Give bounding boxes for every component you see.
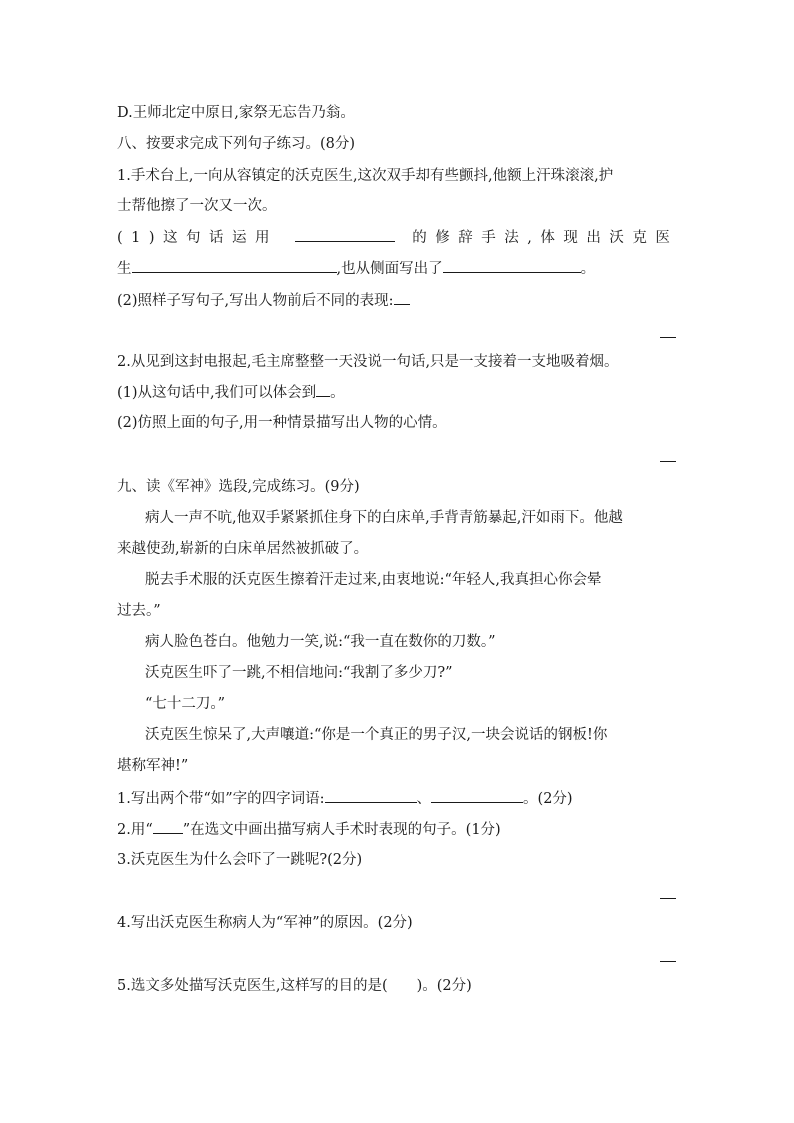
q1-sub1-line2 xyxy=(117,258,595,279)
passage-p6-line2: 堪称军神!” xyxy=(117,758,189,774)
answer-blank[interactable] xyxy=(394,290,410,305)
q2-sub1 xyxy=(117,382,345,403)
section-9-heading: 九、读《军神》选段,完成练习。(9分) xyxy=(117,479,360,495)
passage-q1-end: 。(2分) xyxy=(523,791,573,807)
q1-sentence-line2: 士帮他擦了一次又一次。 xyxy=(117,198,277,214)
option-d: D.王师北定中原日,家祭无忘告乃翁。 xyxy=(117,105,355,121)
q1-sub1-text-c: 生 xyxy=(117,261,132,277)
q1-sub1-line1 xyxy=(117,227,678,248)
section-8-heading: 八、按要求完成下列句子练习。(8分) xyxy=(117,136,356,152)
passage-p3: 病人脸色苍白。他勉力一笑,说:“我一直在数你的刀数。” xyxy=(145,634,496,650)
q1-sub2 xyxy=(117,290,410,311)
q2-sub1-text: (1)从这句话中,我们可以体会到 xyxy=(117,385,317,401)
passage-p1-line2: 来越使劲,崭新的白床单居然被抓破了。 xyxy=(117,541,369,557)
answer-blank[interactable] xyxy=(325,788,417,803)
passage-q4: 4.写出沃克医生称病人为“军神”的原因。(2分) xyxy=(117,915,413,931)
passage-q1-sep: 、 xyxy=(416,791,432,807)
answer-line[interactable] xyxy=(660,961,676,962)
passage-q2 xyxy=(117,819,501,840)
q1-sentence-line1: 1.手术台上,一向从容镇定的沃克医生,这次双手却有些颤抖,他额上汗珠滚滚,护 xyxy=(117,168,614,184)
answer-line[interactable] xyxy=(660,461,676,462)
answer-blank[interactable] xyxy=(316,382,330,397)
passage-p5: “七十二刀。” xyxy=(145,696,226,712)
q2-sentence: 2.从见到这封电报起,毛主席整整一天没说一句话,只是一支接着一支地吸着烟。 xyxy=(117,354,619,370)
passage-q5: 5.选文多处描写沃克医生,这样写的目的是( )。(2分) xyxy=(117,978,472,994)
answer-line[interactable] xyxy=(660,898,676,899)
q2-sub2: (2)仿照上面的句子,用一种情景描写出人物的心情。 xyxy=(117,415,447,431)
passage-p4: 沃克医生吓了一跳,不相信地问:“我割了多少刀?” xyxy=(145,665,453,681)
answer-blank[interactable] xyxy=(132,258,337,273)
answer-blank[interactable] xyxy=(153,819,183,834)
answer-blank[interactable] xyxy=(295,227,395,242)
answer-blank[interactable] xyxy=(431,788,523,803)
passage-q2-text-a: 2.用“ xyxy=(117,822,153,838)
q1-sub1-text-e: 。 xyxy=(580,261,596,277)
passage-q3: 3.沃克医生为什么会吓了一跳呢?(2分) xyxy=(117,852,363,868)
passage-q1-text: 1.写出两个带“如”字的四字词语: xyxy=(117,791,325,807)
passage-p1-line1: 病人一声不吭,他双手紧紧抓住身下的白床单,手背青筋暴起,汗如雨下。他越 xyxy=(145,510,623,526)
q1-sub2-text: (2)照样子写句子,写出人物前后不同的表现: xyxy=(117,293,394,309)
answer-line[interactable] xyxy=(660,337,676,338)
q1-sub1-text-d: ,也从侧面写出了 xyxy=(336,261,443,277)
q2-sub1-end: 。 xyxy=(330,385,345,401)
passage-q1 xyxy=(117,788,573,809)
q1-sub1-text-b: 的修辞手法,体现出沃克医 xyxy=(412,230,679,246)
passage-p6-line1: 沃克医生惊呆了,大声嚷道:“你是一个真正的男子汉,一块会说话的钢板!你 xyxy=(145,727,608,743)
passage-q2-text-b: ”在选文中画出描写病人手术时表现的句子。(1分) xyxy=(182,822,501,838)
answer-blank[interactable] xyxy=(443,258,581,273)
passage-p2-line1: 脱去手术服的沃克医生擦着汗走过来,由衷地说:“年轻人,我真担心你会晕 xyxy=(145,572,602,588)
q1-sub1-text-a: (1)这句话运用 xyxy=(117,230,279,246)
passage-p2-line2: 过去。” xyxy=(117,603,161,619)
